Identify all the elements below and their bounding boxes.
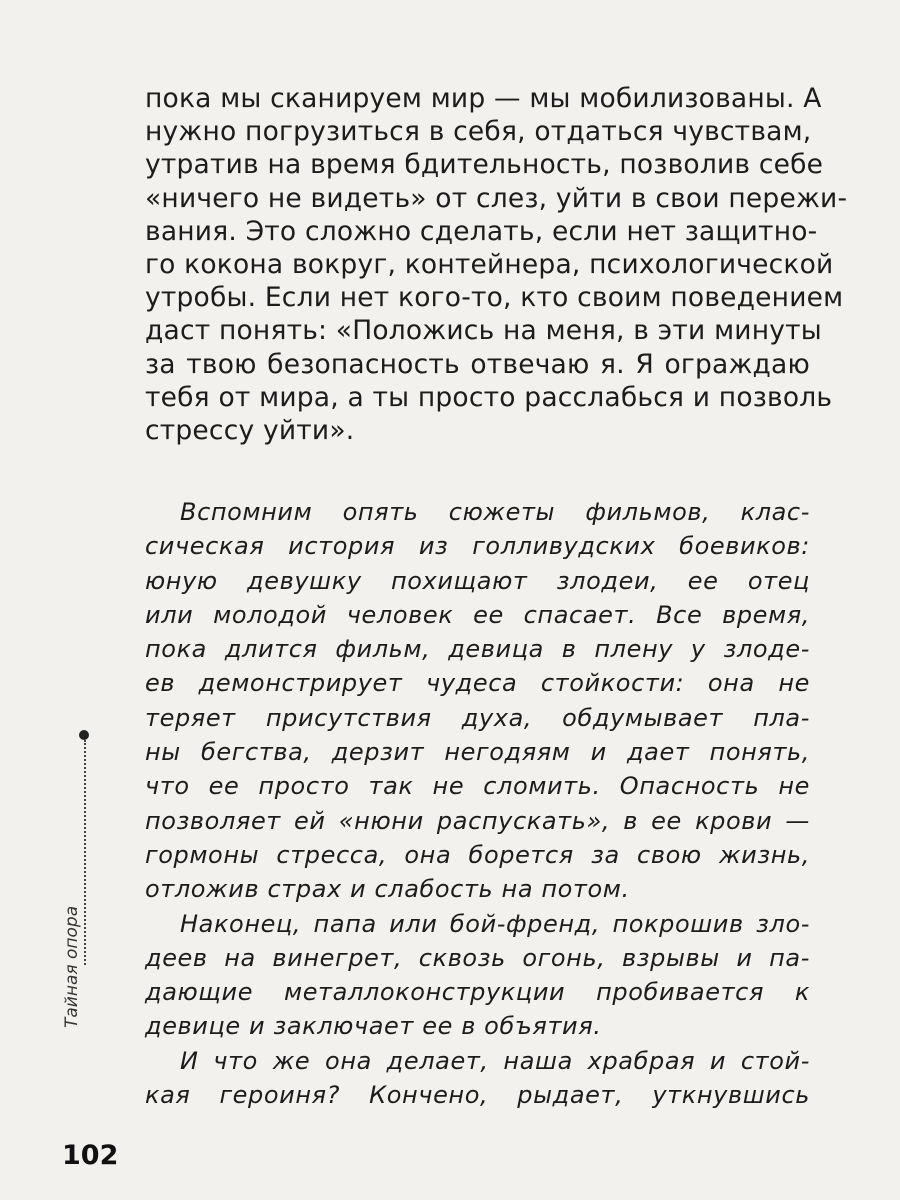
text-line: «ничего не видеть» от слез, уйти в свои пережи- (145, 182, 848, 214)
text-line: пока мы сканируем мир — мы мобилизованы. А (145, 83, 822, 114)
text-line: пока длится фильм, девица в плену у злоде- (145, 635, 810, 664)
text-line: нужно погрузиться в себя, отдаться чувствам, (145, 116, 812, 148)
text-line: стрессу уйти». (145, 415, 355, 447)
text-line: вания. Это сложно сделать, если нет защитно- (145, 215, 818, 247)
text-line: Вспомним опять сюжеты фильмов, клас- (180, 498, 810, 526)
text-line: даст понять: «Положись на меня, в эти минуты (145, 315, 822, 347)
italic-example-block (145, 495, 810, 1112)
page-number: 102 (62, 1140, 119, 1171)
text-line: утратив на время бдительность, позволив себе (145, 149, 824, 181)
text-line: за твою безопасность отвечаю я. Я ограждаю (145, 348, 810, 380)
text-line: И что же она делает, наша храбрая и стой- (180, 1046, 810, 1075)
text-line: дающие металлоконструкции пробивается к (145, 978, 810, 1007)
text-line: позволяет ей «нюни распускать», в ее крови — (145, 806, 810, 835)
body-paragraph (145, 82, 848, 447)
text-line: ны бегства, дерзит негодяям и дает понять, (145, 738, 810, 767)
running-title: Тайная опора (62, 905, 82, 1028)
text-line: теряет присутствия духа, обдумывает пла- (145, 703, 810, 732)
text-line: тебя от мира, а ты просто расслабься и позволь (145, 381, 833, 413)
text-line: кая героиня? Кончено, рыдает, уткнувшись (145, 1081, 810, 1110)
text-line: утробы. Если нет кого-то, кто своим поведением (145, 282, 844, 314)
sidebar-bullet-icon (79, 730, 89, 740)
sidebar-dotted-rule (84, 740, 86, 965)
text-line: девице и заключает ее в объятия. (145, 1012, 602, 1041)
text-line: юную девушку похищают злодеи, ее отец (145, 566, 810, 595)
text-line: сическая история из голливудских боевиков: (145, 532, 810, 561)
text-line: Наконец, папа или бой-френд, покрошив зло- (180, 909, 810, 938)
text-line: деев на винегрет, сквозь огонь, взрывы и па- (145, 943, 810, 972)
text-line: или молодой человек ее спасает. Все время, (145, 600, 810, 629)
text-line: что ее просто так не сломить. Опасность не (145, 772, 810, 801)
text-line: отложив страх и слабость на потом. (145, 875, 630, 904)
text-line: гормоны стресса, она борется за свою жизнь, (145, 840, 810, 869)
text-line: ев демонстрирует чудеса стойкости: она не (145, 669, 810, 698)
text-line: го кокона вокруг, контейнера, психологической (145, 249, 834, 281)
